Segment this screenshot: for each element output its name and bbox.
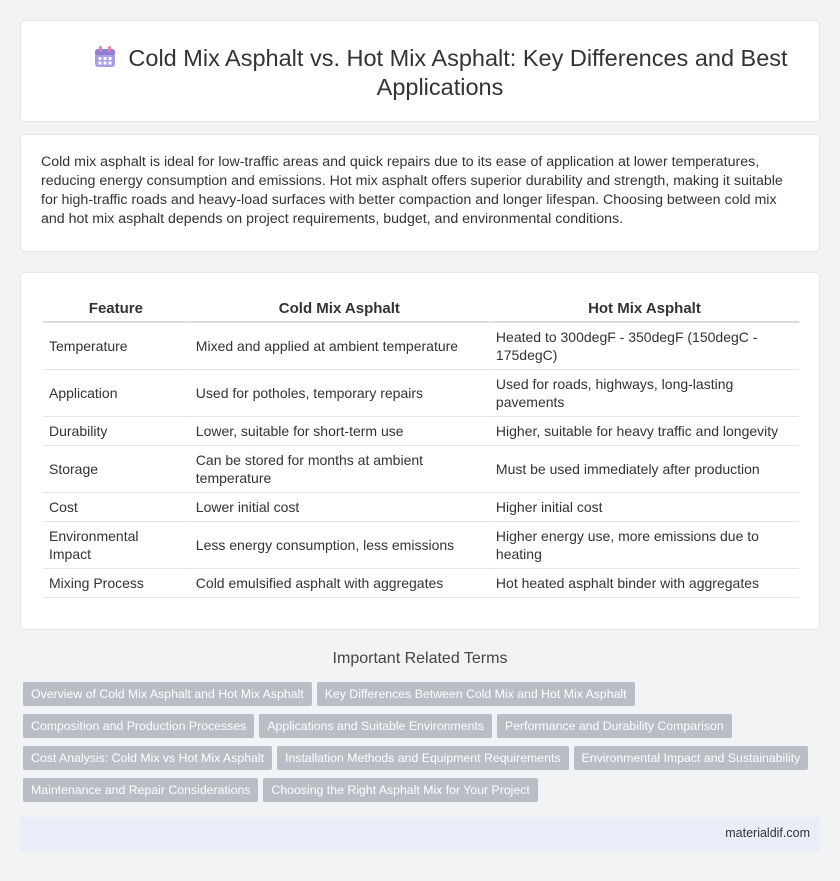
intro-text: Cold mix asphalt is ideal for low-traffic areas and quick repairs due to its ease of application at lower temperatures, reducing energy consumption and emissions. Hot mix asphalt offers superior durability and strength, making it suitable for high-traffic roads and heavy-load surfaces with better compaction and longer lifespan. Choosing between cold mix and hot mix asphalt depends on project requirements, budget, and environmental conditions.: [41, 154, 783, 227]
comparison-table: [43, 295, 799, 598]
table-cell-feature: Storage: [43, 446, 189, 493]
related-term-link[interactable]: Installation Methods and Equipment Requirements: [277, 746, 568, 770]
related-terms-title: Important Related Terms: [332, 650, 508, 667]
table-cell-cold: Cold emulsified asphalt with aggregates: [189, 569, 489, 598]
table-cell-hot: Hot heated asphalt binder with aggregates: [489, 569, 799, 598]
table-cell-hot: Higher, suitable for heavy traffic and longevity: [489, 417, 799, 446]
calendar-icon: [92, 44, 118, 70]
intro-card: [20, 134, 820, 252]
table-cell-hot: Higher initial cost: [489, 493, 799, 522]
related-term-link[interactable]: Overview of Cold Mix Asphalt and Hot Mix Asphalt: [23, 682, 312, 706]
related-term-link[interactable]: Key Differences Between Cold Mix and Hot Mix Asphalt: [317, 682, 635, 706]
table-cell-feature: Durability: [43, 417, 189, 446]
table-cell-feature: Mixing Process: [43, 569, 189, 598]
related-term-link[interactable]: Cost Analysis: Cold Mix vs Hot Mix Asphalt: [23, 746, 272, 770]
table-cell-feature: Temperature: [43, 323, 189, 370]
related-term-link[interactable]: Choosing the Right Asphalt Mix for Your Project: [263, 778, 537, 802]
table-cell-cold: Lower initial cost: [189, 493, 489, 522]
footer-site-link[interactable]: materialdif.com: [725, 826, 810, 840]
table-header-row: [43, 295, 799, 323]
table-cell-feature: Application: [43, 370, 189, 417]
related-term-link[interactable]: Maintenance and Repair Considerations: [23, 778, 258, 802]
tag-row: [23, 746, 823, 778]
page-title: [81, 44, 799, 102]
header-hot-mix: Hot Mix Asphalt: [489, 295, 799, 323]
related-term-link[interactable]: Environmental Impact and Sustainability: [574, 746, 809, 770]
page-title-text: Cold Mix Asphalt vs. Hot Mix Asphalt: Key Differences and Best Applications: [128, 45, 788, 100]
related-term-link[interactable]: Performance and Durability Comparison: [497, 714, 732, 738]
related-terms-list: [23, 682, 823, 810]
related-term-link[interactable]: Applications and Suitable Environments: [259, 714, 492, 738]
table-row: [43, 323, 799, 370]
table-cell-cold: Less energy consumption, less emissions: [189, 522, 489, 569]
header-feature: Feature: [43, 295, 189, 323]
table-row: [43, 493, 799, 522]
table-row: [43, 446, 799, 493]
table-row: [43, 522, 799, 569]
table-cell-hot: Used for roads, highways, long-lasting pavements: [489, 370, 799, 417]
tag-row: [23, 714, 823, 746]
header-card: [20, 20, 820, 122]
table-row: [43, 569, 799, 598]
tag-row: [23, 778, 823, 810]
table-cell-feature: Environmental Impact: [43, 522, 189, 569]
footer: [20, 817, 820, 851]
comparison-table-card: [20, 272, 820, 630]
table-cell-cold: Can be stored for months at ambient temperature: [189, 446, 489, 493]
header-cold-mix: Cold Mix Asphalt: [189, 295, 489, 323]
table-row: [43, 417, 799, 446]
table-cell-hot: Higher energy use, more emissions due to heating: [489, 522, 799, 569]
table-cell-cold: Mixed and applied at ambient temperature: [189, 323, 489, 370]
table-cell-cold: Used for potholes, temporary repairs: [189, 370, 489, 417]
table-cell-hot: Heated to 300degF - 350degF (150degC - 175degC): [489, 323, 799, 370]
tag-row: [23, 682, 823, 714]
table-cell-hot: Must be used immediately after production: [489, 446, 799, 493]
table-cell-feature: Cost: [43, 493, 189, 522]
table-row: [43, 370, 799, 417]
related-term-link[interactable]: Composition and Production Processes: [23, 714, 254, 738]
table-cell-cold: Lower, suitable for short-term use: [189, 417, 489, 446]
